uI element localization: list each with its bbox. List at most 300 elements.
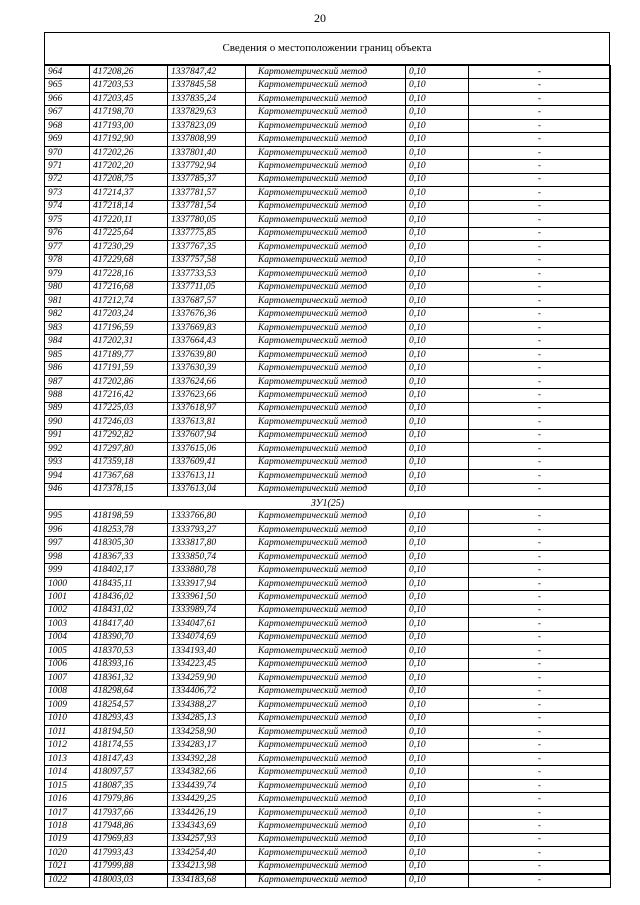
y-coordinate: 1333880,78 [168,564,246,577]
point-number: 988 [45,389,90,402]
y-coordinate: 1337785,37 [168,173,246,186]
x-coordinate: 417203,45 [90,92,168,105]
table-row [45,564,611,577]
accuracy-cell: 0,10 [406,389,469,402]
point-number: 987 [45,375,90,388]
note-cell: - [469,833,611,846]
method-cell: Картометрический метод [246,443,406,456]
method-cell: Картометрический метод [246,712,406,725]
table-row [45,187,611,200]
method-cell: Картометрический метод [246,645,406,658]
y-coordinate: 1337609,41 [168,456,246,469]
table-row [45,200,611,213]
x-coordinate: 418367,33 [90,550,168,563]
point-number: 1010 [45,712,90,725]
x-coordinate: 418174,55 [90,739,168,752]
accuracy-cell: 0,10 [406,510,469,523]
y-coordinate: 1337669,83 [168,321,246,334]
point-number: 998 [45,550,90,563]
section-heading: ЗУ1(25) [45,497,611,510]
note-cell: - [469,241,611,254]
note-cell: - [469,79,611,92]
x-coordinate: 418194,50 [90,725,168,738]
table-row [45,685,611,698]
method-cell: Картометрический метод [246,362,406,375]
x-coordinate: 417191,59 [90,362,168,375]
method-cell: Картометрический метод [246,321,406,334]
accuracy-cell: 0,10 [406,308,469,321]
note-cell: - [469,645,611,658]
y-coordinate: 1337808,99 [168,133,246,146]
note-cell: - [469,281,611,294]
y-coordinate: 1337845,58 [168,79,246,92]
point-number: 972 [45,173,90,186]
method-cell: Картометрический метод [246,537,406,550]
accuracy-cell: 0,10 [406,820,469,833]
note-cell: - [469,847,611,860]
table-row [45,92,611,105]
method-cell: Картометрический метод [246,66,406,79]
point-number: 965 [45,79,90,92]
point-number: 1005 [45,645,90,658]
y-coordinate: 1333817,80 [168,537,246,550]
method-cell: Картометрический метод [246,335,406,348]
y-coordinate: 1333917,94 [168,577,246,590]
table-row [45,658,611,671]
point-number: 1011 [45,725,90,738]
table-title: Сведения о местоположении границ объекта [44,32,610,65]
table-row [45,523,611,536]
y-coordinate: 1333989,74 [168,604,246,617]
method-cell: Картометрический метод [246,604,406,617]
y-coordinate: 1337711,05 [168,281,246,294]
accuracy-cell: 0,10 [406,348,469,361]
point-number: 975 [45,214,90,227]
table-row [45,510,611,523]
y-coordinate: 1334406,72 [168,685,246,698]
method-cell: Картометрический метод [246,672,406,685]
method-cell: Картометрический метод [246,294,406,307]
table-row [45,146,611,159]
point-number: 1004 [45,631,90,644]
accuracy-cell: 0,10 [406,564,469,577]
accuracy-cell: 0,10 [406,416,469,429]
accuracy-cell: 0,10 [406,443,469,456]
note-cell: - [469,348,611,361]
y-coordinate: 1334258,90 [168,725,246,738]
accuracy-cell: 0,10 [406,766,469,779]
method-cell: Картометрический метод [246,483,406,496]
accuracy-cell: 0,10 [406,712,469,725]
note-cell: - [469,483,611,496]
note-cell: - [469,631,611,644]
page-number: 20 [314,11,326,25]
point-number: 970 [45,146,90,159]
table-row [45,470,611,483]
method-cell: Картометрический метод [246,860,406,873]
note-cell: - [469,874,611,887]
table-row [45,766,611,779]
table-row [45,294,611,307]
table-row [45,106,611,119]
y-coordinate: 1337775,85 [168,227,246,240]
y-coordinate: 1334183,68 [168,874,246,887]
table-row [45,618,611,631]
note-cell: - [469,321,611,334]
y-coordinate: 1337630,39 [168,362,246,375]
table-row [45,806,611,819]
note-cell: - [469,200,611,213]
point-number: 1009 [45,699,90,712]
note-cell: - [469,470,611,483]
note-cell: - [469,308,611,321]
note-cell: - [469,92,611,105]
x-coordinate: 417218,14 [90,200,168,213]
table-row [45,389,611,402]
x-coordinate: 418390,70 [90,631,168,644]
method-cell: Картометрический метод [246,739,406,752]
y-coordinate: 1334193,40 [168,645,246,658]
method-cell: Картометрический метод [246,348,406,361]
point-number: 1020 [45,847,90,860]
point-number: 1006 [45,658,90,671]
table-row [45,308,611,321]
point-number: 977 [45,241,90,254]
x-coordinate: 417230,29 [90,241,168,254]
table-row [45,874,611,887]
method-cell: Картометрический метод [246,133,406,146]
y-coordinate: 1337639,80 [168,348,246,361]
method-cell: Картометрический метод [246,389,406,402]
note-cell: - [469,268,611,281]
point-number: 973 [45,187,90,200]
method-cell: Картометрический метод [246,106,406,119]
accuracy-cell: 0,10 [406,860,469,873]
y-coordinate: 1337835,24 [168,92,246,105]
method-cell: Картометрический метод [246,874,406,887]
method-cell: Картометрический метод [246,308,406,321]
accuracy-cell: 0,10 [406,66,469,79]
x-coordinate: 417948,86 [90,820,168,833]
table-row [45,591,611,604]
y-coordinate: 1333850,74 [168,550,246,563]
accuracy-cell: 0,10 [406,321,469,334]
accuracy-cell: 0,10 [406,577,469,590]
y-coordinate: 1337829,63 [168,106,246,119]
x-coordinate: 418435,11 [90,577,168,590]
point-number: 1019 [45,833,90,846]
point-number: 989 [45,402,90,415]
table-row [45,604,611,617]
method-cell: Картометрический метод [246,806,406,819]
x-coordinate: 418298,64 [90,685,168,698]
table-row [45,268,611,281]
table-row [45,119,611,132]
y-coordinate: 1334257,93 [168,833,246,846]
method-cell: Картометрический метод [246,752,406,765]
note-cell: - [469,429,611,442]
method-cell: Картометрический метод [246,241,406,254]
method-cell: Картометрический метод [246,658,406,671]
point-number: 990 [45,416,90,429]
point-number: 969 [45,133,90,146]
accuracy-cell: 0,10 [406,591,469,604]
y-coordinate: 1333793,27 [168,523,246,536]
method-cell: Картометрический метод [246,699,406,712]
y-coordinate: 1337780,05 [168,214,246,227]
point-number: 967 [45,106,90,119]
table-row [45,779,611,792]
accuracy-cell: 0,10 [406,739,469,752]
table-row [45,133,611,146]
accuracy-cell: 0,10 [406,456,469,469]
y-coordinate: 1334047,61 [168,618,246,631]
table-row [45,79,611,92]
point-number: 996 [45,523,90,536]
y-coordinate: 1334388,27 [168,699,246,712]
table-row [45,833,611,846]
accuracy-cell: 0,10 [406,672,469,685]
point-number: 979 [45,268,90,281]
x-coordinate: 418198,59 [90,510,168,523]
y-coordinate: 1334343,69 [168,820,246,833]
table-row [45,348,611,361]
point-number: 994 [45,470,90,483]
point-number: 1008 [45,685,90,698]
accuracy-cell: 0,10 [406,375,469,388]
point-number: 1003 [45,618,90,631]
note-cell: - [469,658,611,671]
method-cell: Картометрический метод [246,631,406,644]
y-coordinate: 1334223,45 [168,658,246,671]
table-row [45,402,611,415]
note-cell: - [469,523,611,536]
y-coordinate: 1337613,81 [168,416,246,429]
table-row [45,416,611,429]
x-coordinate: 418393,16 [90,658,168,671]
method-cell: Картометрический метод [246,416,406,429]
note-cell: - [469,725,611,738]
accuracy-cell: 0,10 [406,833,469,846]
point-number: 1002 [45,604,90,617]
note-cell: - [469,254,611,267]
note-cell: - [469,806,611,819]
accuracy-cell: 0,10 [406,241,469,254]
note-cell: - [469,66,611,79]
note-cell: - [469,375,611,388]
table-row [45,712,611,725]
point-number: 971 [45,160,90,173]
method-cell: Картометрический метод [246,833,406,846]
method-cell: Картометрический метод [246,254,406,267]
note-cell: - [469,550,611,563]
table-row [45,537,611,550]
accuracy-cell: 0,10 [406,160,469,173]
accuracy-cell: 0,10 [406,173,469,186]
y-coordinate: 1337613,04 [168,483,246,496]
method-cell: Картометрический метод [246,550,406,563]
y-coordinate: 1337781,54 [168,200,246,213]
method-cell: Картометрический метод [246,402,406,415]
point-number: 1017 [45,806,90,819]
x-coordinate: 417193,00 [90,119,168,132]
x-coordinate: 418402,17 [90,564,168,577]
note-cell: - [469,106,611,119]
x-coordinate: 417203,24 [90,308,168,321]
x-coordinate: 417220,11 [90,214,168,227]
accuracy-cell: 0,10 [406,658,469,671]
y-coordinate: 1334429,25 [168,793,246,806]
x-coordinate: 417202,26 [90,146,168,159]
accuracy-cell: 0,10 [406,699,469,712]
note-cell: - [469,227,611,240]
table-row [45,241,611,254]
point-number: 946 [45,483,90,496]
y-coordinate: 1334074,69 [168,631,246,644]
point-number: 974 [45,200,90,213]
note-cell: - [469,591,611,604]
accuracy-cell: 0,10 [406,752,469,765]
table-row [45,160,611,173]
method-cell: Картометрический метод [246,510,406,523]
coordinates-table [44,65,611,888]
point-number: 1014 [45,766,90,779]
y-coordinate: 1337781,57 [168,187,246,200]
y-coordinate: 1334439,74 [168,779,246,792]
y-coordinate: 1337676,36 [168,308,246,321]
note-cell: - [469,685,611,698]
table-row [45,429,611,442]
y-coordinate: 1334382,66 [168,766,246,779]
note-cell: - [469,443,611,456]
x-coordinate: 417979,86 [90,793,168,806]
x-coordinate: 417208,75 [90,173,168,186]
x-coordinate: 417214,37 [90,187,168,200]
point-number: 978 [45,254,90,267]
y-coordinate: 1334254,40 [168,847,246,860]
accuracy-cell: 0,10 [406,119,469,132]
accuracy-cell: 0,10 [406,779,469,792]
note-cell: - [469,362,611,375]
method-cell: Картометрический метод [246,470,406,483]
table-row [45,860,611,873]
method-cell: Картометрический метод [246,200,406,213]
method-cell: Картометрический метод [246,146,406,159]
note-cell: - [469,564,611,577]
note-cell: - [469,510,611,523]
method-cell: Картометрический метод [246,456,406,469]
method-cell: Картометрический метод [246,577,406,590]
point-number: 1001 [45,591,90,604]
x-coordinate: 417378,15 [90,483,168,496]
method-cell: Картометрический метод [246,685,406,698]
accuracy-cell: 0,10 [406,268,469,281]
point-number: 966 [45,92,90,105]
table-row [45,214,611,227]
table-row [45,362,611,375]
accuracy-cell: 0,10 [406,200,469,213]
x-coordinate: 417202,86 [90,375,168,388]
point-number: 995 [45,510,90,523]
note-cell: - [469,604,611,617]
x-coordinate: 417246,03 [90,416,168,429]
method-cell: Картометрический метод [246,281,406,294]
note-cell: - [469,214,611,227]
note-cell: - [469,119,611,132]
accuracy-cell: 0,10 [406,847,469,860]
y-coordinate: 1334283,17 [168,739,246,752]
y-coordinate: 1333766,80 [168,510,246,523]
table-row [45,66,611,79]
point-number: 983 [45,321,90,334]
point-number: 992 [45,443,90,456]
accuracy-cell: 0,10 [406,537,469,550]
table-row [45,577,611,590]
x-coordinate: 417993,43 [90,847,168,860]
accuracy-cell: 0,10 [406,685,469,698]
method-cell: Картометрический метод [246,564,406,577]
method-cell: Картометрический метод [246,847,406,860]
x-coordinate: 417297,80 [90,443,168,456]
method-cell: Картометрический метод [246,92,406,105]
y-coordinate: 1334392,28 [168,752,246,765]
accuracy-cell: 0,10 [406,645,469,658]
y-coordinate: 1337624,66 [168,375,246,388]
x-coordinate: 417228,16 [90,268,168,281]
method-cell: Картометрический метод [246,429,406,442]
y-coordinate: 1337847,42 [168,66,246,79]
x-coordinate: 417208,26 [90,66,168,79]
x-coordinate: 417367,68 [90,470,168,483]
x-coordinate: 417203,53 [90,79,168,92]
method-cell: Картометрический метод [246,820,406,833]
method-cell: Картометрический метод [246,160,406,173]
note-cell: - [469,537,611,550]
accuracy-cell: 0,10 [406,227,469,240]
method-cell: Картометрический метод [246,268,406,281]
accuracy-cell: 0,10 [406,281,469,294]
accuracy-cell: 0,10 [406,294,469,307]
note-cell: - [469,793,611,806]
table-row [45,443,611,456]
table-row [45,631,611,644]
y-coordinate: 1337664,43 [168,335,246,348]
accuracy-cell: 0,10 [406,187,469,200]
point-number: 999 [45,564,90,577]
table-row [45,550,611,563]
accuracy-cell: 0,10 [406,214,469,227]
accuracy-cell: 0,10 [406,79,469,92]
point-number: 1015 [45,779,90,792]
method-cell: Картометрический метод [246,227,406,240]
x-coordinate: 418370,53 [90,645,168,658]
point-number: 986 [45,362,90,375]
x-coordinate: 417225,03 [90,402,168,415]
point-number: 984 [45,335,90,348]
point-number: 1022 [45,874,90,887]
point-number: 1021 [45,860,90,873]
table-row [45,281,611,294]
note-cell: - [469,173,611,186]
point-number: 968 [45,119,90,132]
x-coordinate: 417192,90 [90,133,168,146]
point-number: 980 [45,281,90,294]
x-coordinate: 417189,77 [90,348,168,361]
x-coordinate: 418431,02 [90,604,168,617]
point-number: 1016 [45,793,90,806]
point-number: 985 [45,348,90,361]
y-coordinate: 1337607,94 [168,429,246,442]
